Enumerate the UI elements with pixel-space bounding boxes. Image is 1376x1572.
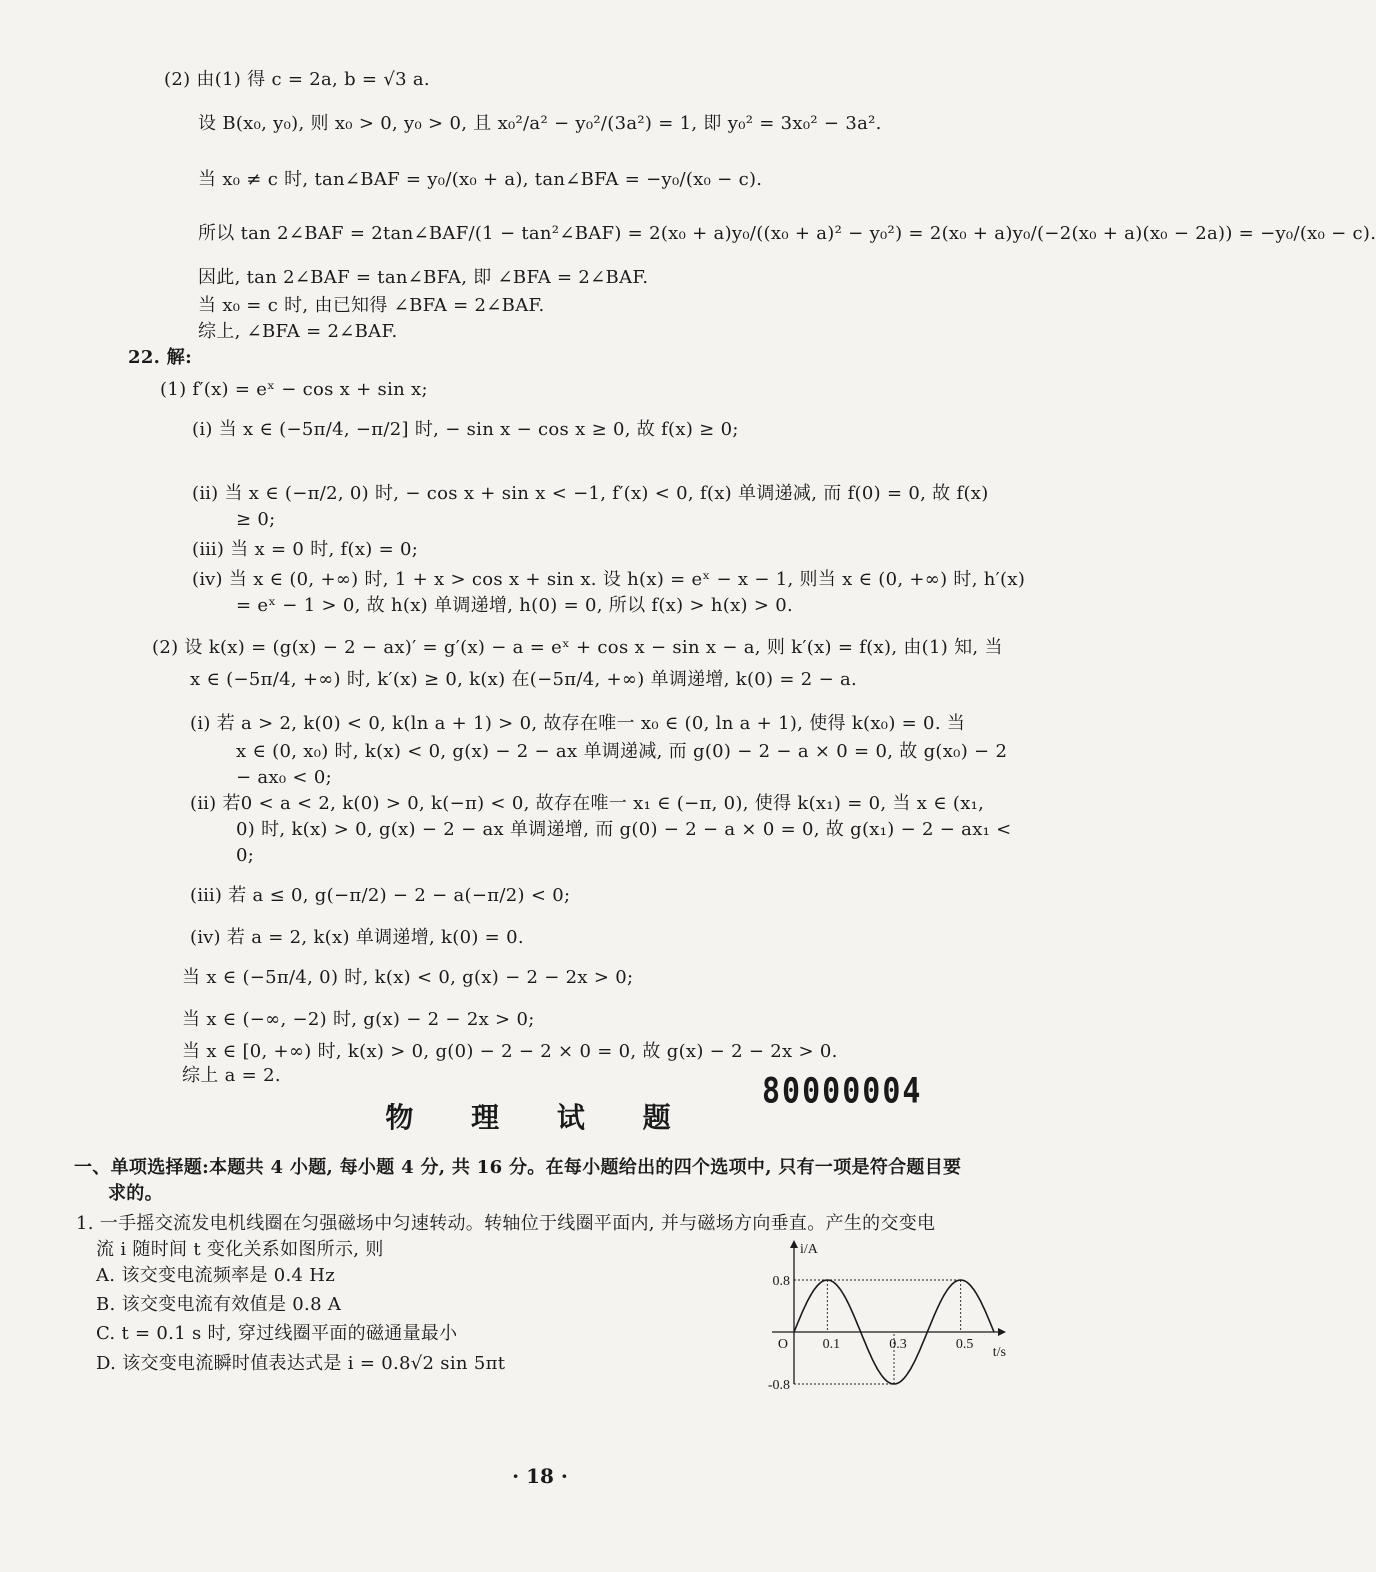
question-1-stem-cont: 流 i 随时间 t 变化关系如图所示, 则 <box>96 1239 384 1260</box>
math-line: x ∈ (−5π/4, +∞) 时, k′(x) ≥ 0, k(x) 在(−5π/4, +∞) 单调递增, k(0) = 2 − a. <box>190 669 858 690</box>
option-a: A. 该交变电流频率是 0.4 Hz <box>96 1265 336 1286</box>
math-line: 综上 a = 2. <box>182 1065 281 1086</box>
math-line: (1) f′(x) = eˣ − cos x + sin x; <box>160 379 428 400</box>
math-line: (ⅳ) 若 a = 2, k(x) 单调递增, k(0) = 0. <box>190 927 524 948</box>
x-axis-label: t/s <box>992 1345 1006 1360</box>
math-line: 0; <box>236 845 255 866</box>
origin-label: O <box>777 1337 788 1352</box>
serial-stamp: 80000004 <box>762 1071 923 1112</box>
math-line: (2) 设 k(x) = (g(x) − 2 − ax)′ = g′(x) − a = eˣ + cos x − sin x − a, 则 k′(x) = f(x), 由(1) 知, 当 <box>152 637 1003 658</box>
x-axis-arrow <box>998 1328 1006 1336</box>
option-d: D. 该交变电流瞬时值表达式是 i = 0.8√2 sin 5πt <box>96 1353 506 1374</box>
math-line: = eˣ − 1 > 0, 故 h(x) 单调递增, h(0) = 0, 所以 f(x) > h(x) > 0. <box>236 595 794 616</box>
math-line: (2) 由(1) 得 c = 2a, b = √3 a. <box>164 69 430 90</box>
math-line: (ⅲ) 若 a ≤ 0, g(−π/2) − 2 − a(−π/2) < 0; <box>190 885 571 906</box>
x-tick-label-0-1: 0.1 <box>822 1337 841 1352</box>
math-line: 当 x₀ = c 时, 由已知得 ∠BFA = 2∠BAF. <box>198 295 545 316</box>
physics-title: 物 理 试 题 <box>385 1101 695 1134</box>
math-line: 设 B(x₀, y₀), 则 x₀ > 0, y₀ > 0, 且 x₀²/a² − y₀²/(3a²) = 1, 即 y₀² = 3x₀² − 3a². <box>198 113 882 134</box>
section-heading: 一、单项选择题:本题共 4 小题, 每小题 4 分, 共 16 分。在每小题给出的四个选项中, 只有一项是符合题目要 <box>74 1157 962 1178</box>
math-line: 综上, ∠BFA = 2∠BAF. <box>198 321 398 342</box>
math-line: 当 x₀ ≠ c 时, tan∠BAF = y₀/(x₀ + a), tan∠BFA = −y₀/(x₀ − c). <box>198 169 763 190</box>
y-axis-label: i/A <box>800 1242 818 1257</box>
y-tick-label-top: 0.8 <box>772 1274 790 1289</box>
math-line: 22. 解: <box>128 347 193 368</box>
option-c: C. t = 0.1 s 时, 穿过线圈平面的磁通量最小 <box>96 1323 458 1344</box>
math-line: 当 x ∈ (−∞, −2) 时, g(x) − 2 − 2x > 0; <box>182 1009 535 1030</box>
math-line: − ax₀ < 0; <box>236 767 332 788</box>
option-b: B. 该交变电流有效值是 0.8 A <box>96 1294 342 1315</box>
math-line: 0) 时, k(x) > 0, g(x) − 2 − ax 单调递增, 而 g(0) − 2 − a × 0 = 0, 故 g(x₁) − 2 − ax₁ < <box>236 819 1012 840</box>
math-line: 当 x ∈ (−5π/4, 0) 时, k(x) < 0, g(x) − 2 − 2x > 0; <box>182 967 634 988</box>
math-line: (ⅰ) 若 a > 2, k(0) < 0, k(ln a + 1) > 0, 故存在唯一 x₀ ∈ (0, ln a + 1), 使得 k(x₀) = 0. 当 <box>190 713 966 734</box>
y-axis-arrow <box>790 1240 798 1248</box>
page-number: · 18 · <box>512 1464 568 1488</box>
math-line: (ⅲ) 当 x = 0 时, f(x) = 0; <box>192 539 419 560</box>
x-tick-label-0-3: 0.3 <box>889 1337 907 1352</box>
math-line: (ⅳ) 当 x ∈ (0, +∞) 时, 1 + x > cos x + sin x. 设 h(x) = eˣ − x − 1, 则当 x ∈ (0, +∞) 时, h′(x) <box>192 569 1026 590</box>
math-line: x ∈ (0, x₀) 时, k(x) < 0, g(x) − 2 − ax 单调递减, 而 g(0) − 2 − a × 0 = 0, 故 g(x₀) − 2 <box>236 741 1008 762</box>
y-tick-label-bottom: -0.8 <box>767 1378 790 1393</box>
math-line: ≥ 0; <box>236 509 276 530</box>
math-line: (ⅱ) 当 x ∈ (−π/2, 0) 时, − cos x + sin x < −1, f′(x) < 0, f(x) 单调递减, 而 f(0) = 0, 故 f(x) <box>192 483 989 504</box>
section-heading-cont: 求的。 <box>108 1183 163 1204</box>
x-tick-label-0-5: 0.5 <box>955 1337 974 1352</box>
math-line: 当 x ∈ [0, +∞) 时, k(x) > 0, g(0) − 2 − 2 × 0 = 0, 故 g(x) − 2 − 2x > 0. <box>182 1041 838 1062</box>
math-line: (ⅱ) 若0 < a < 2, k(0) > 0, k(−π) < 0, 故存在唯一 x₁ ∈ (−π, 0), 使得 k(x₁) = 0, 当 x ∈ (x₁, <box>190 793 985 814</box>
question-1-stem: 1. 一手摇交流发电机线圈在匀强磁场中匀速转动。转轴位于线圈平面内, 并与磁场方向垂直。产生的交变电 <box>76 1213 936 1234</box>
current-time-chart <box>760 1236 1020 1396</box>
math-line: 所以 tan 2∠BAF = 2tan∠BAF/(1 − tan²∠BAF) = 2(x₀ + a)y₀/((x₀ + a)² − y₀²) = 2(x₀ + a)y₀/(−2(x₀ + a)(x₀ − 2a)) = −y₀/(x₀ − c). <box>198 223 1376 244</box>
math-line: (ⅰ) 当 x ∈ (−5π/4, −π/2] 时, − sin x − cos x ≥ 0, 故 f(x) ≥ 0; <box>192 419 739 440</box>
math-line: 因此, tan 2∠BAF = tan∠BFA, 即 ∠BFA = 2∠BAF. <box>198 267 649 288</box>
